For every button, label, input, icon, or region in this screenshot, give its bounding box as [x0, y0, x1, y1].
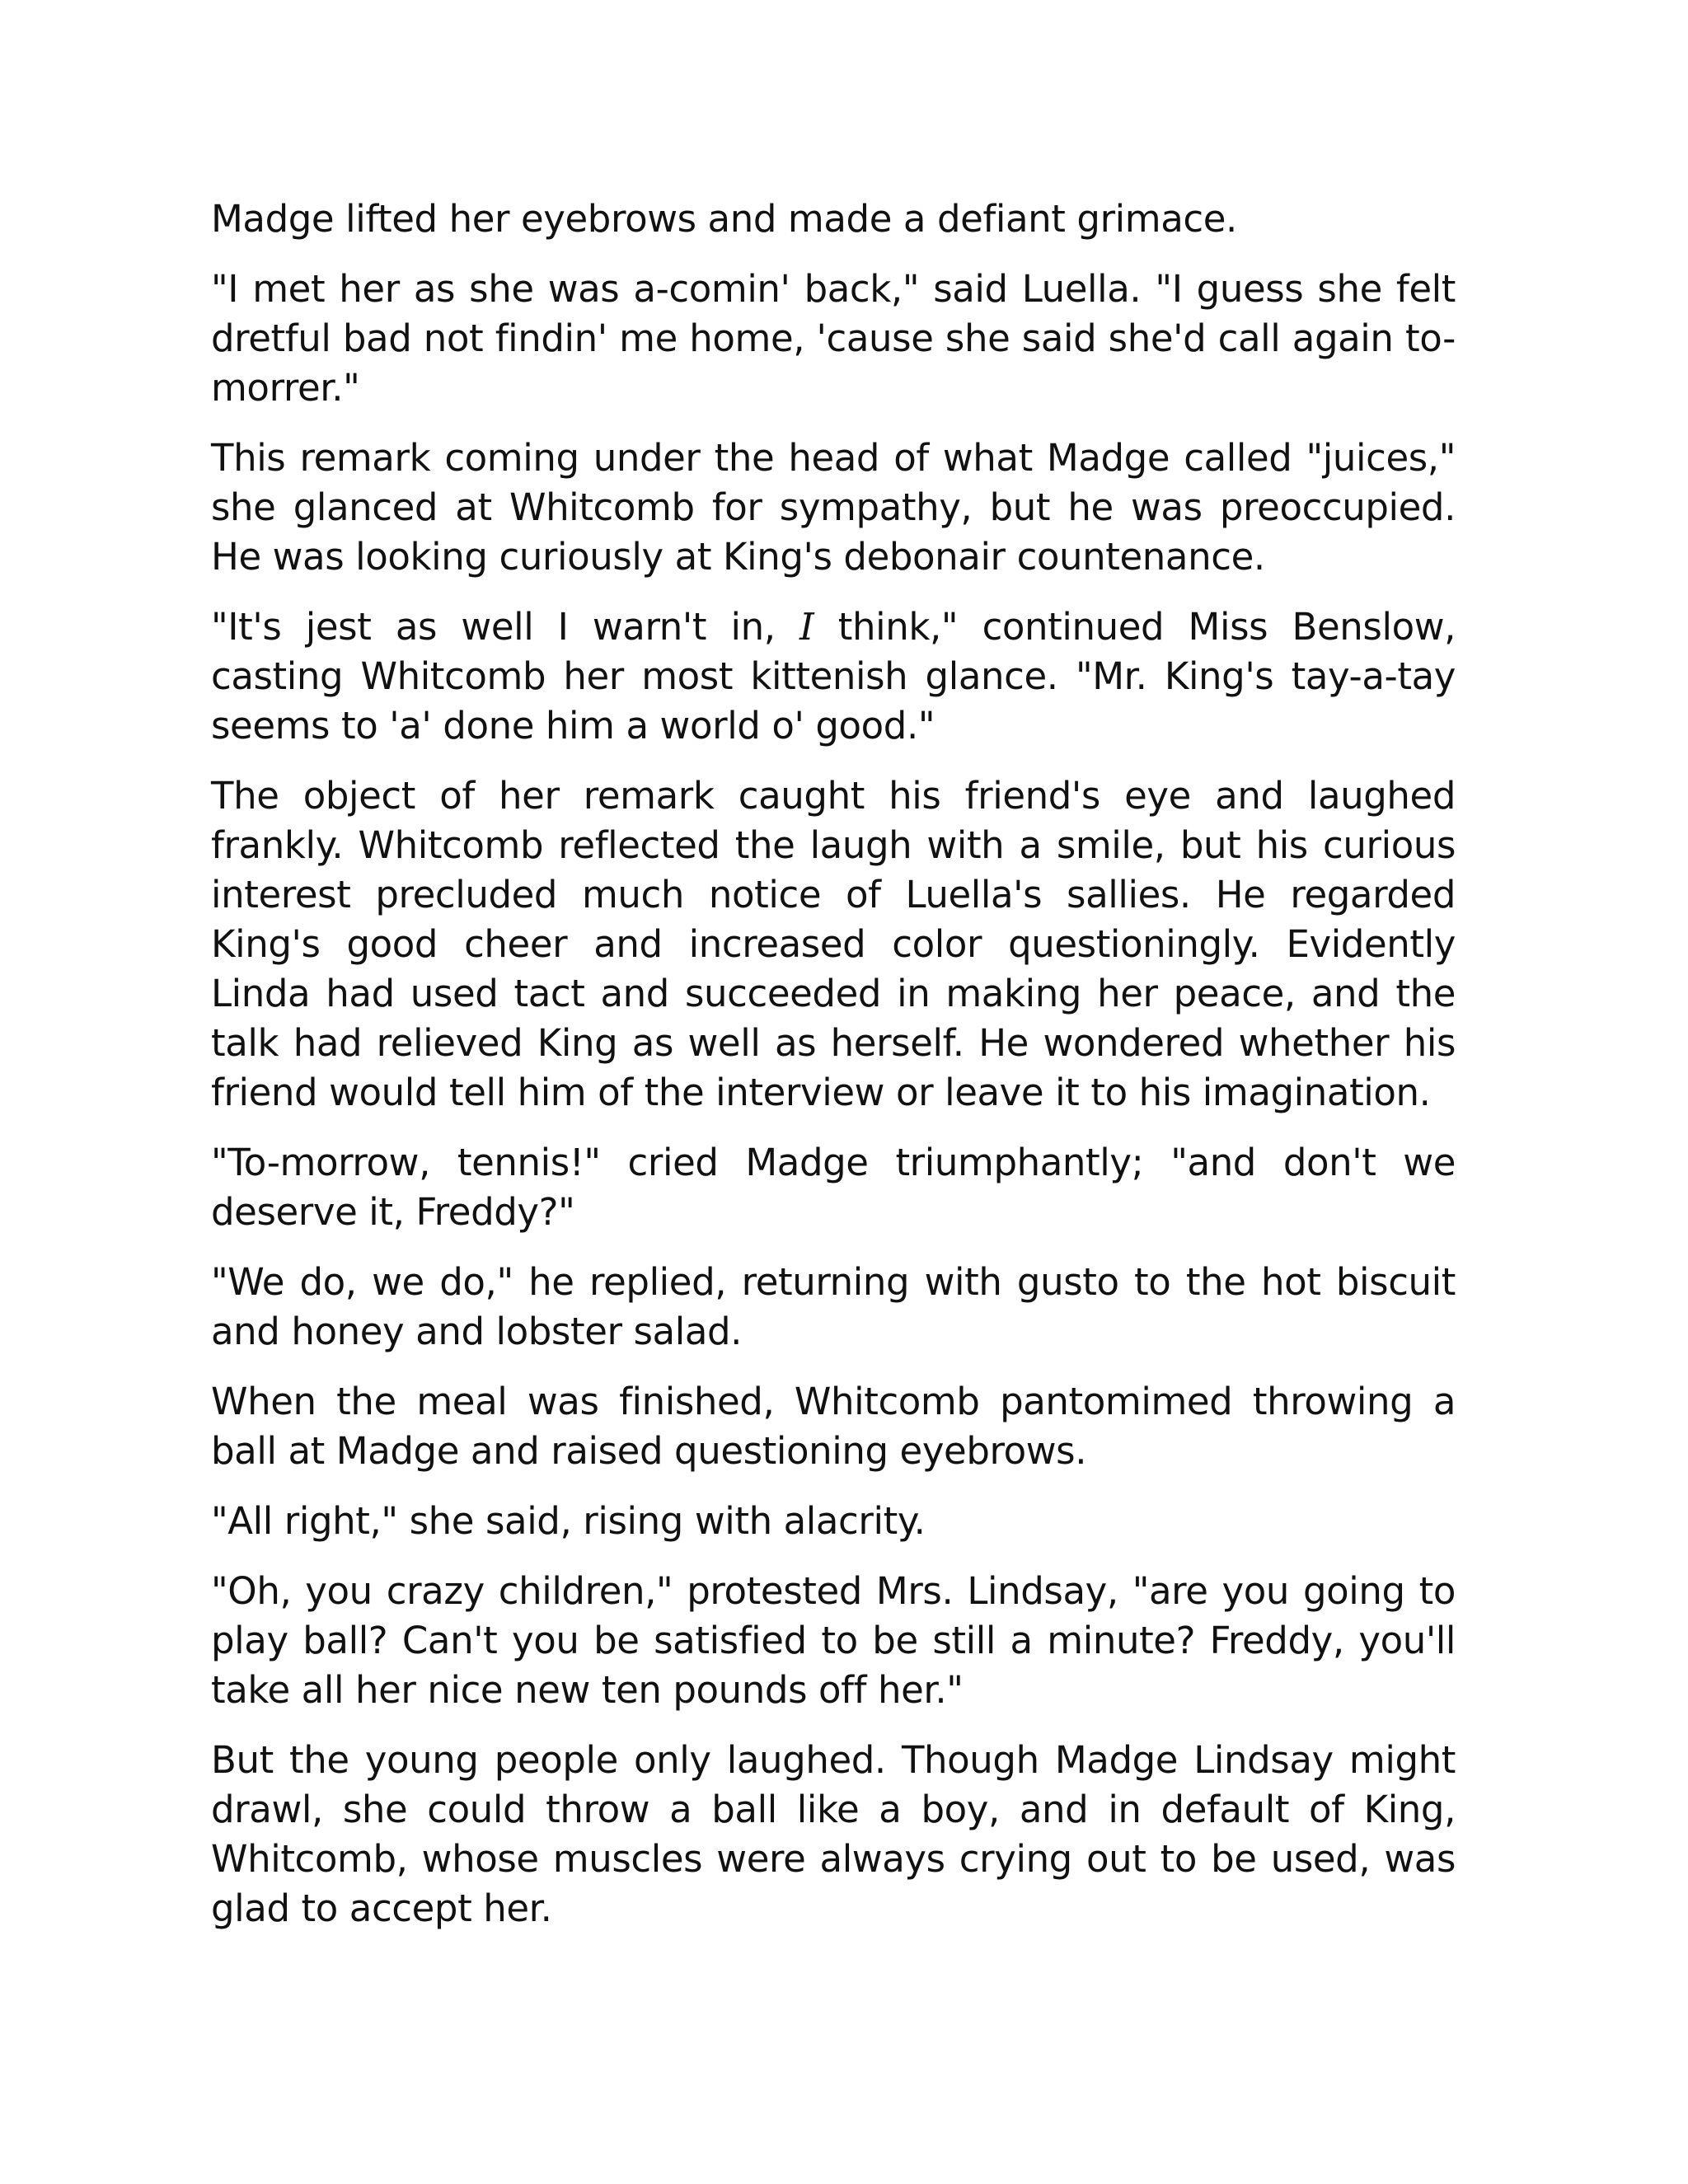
paragraph: "We do, we do," he replied, returning with gusto to the hot biscuit and honey and lobster salad.: [211, 1260, 1456, 1353]
paragraph: But the young people only laughed. Though Madge Lindsay might drawl, she could throw a ball like a boy, and in default of King, Whitcomb, whose muscles were always crying out to be used, was glad to accept her.: [211, 1738, 1456, 1930]
paragraph: When the meal was finished, Whitcomb pantomimed throwing a ball at Madge and raised questioning eyebrows.: [211, 1380, 1456, 1473]
paragraph: "All right," she said, rising with alacrity.: [211, 1499, 926, 1543]
paragraph: Madge lifted her eyebrows and made a defiant grimace.: [211, 197, 1237, 241]
book-page: [211, 194, 1456, 1954]
paragraph-text: "It's jest as well I warn't in,: [211, 605, 799, 649]
emphasized-word: I: [799, 605, 814, 649]
paragraph: This remark coming under the head of what Madge called "juices," she glanced at Whitcomb for sympathy, but he was preoccupied. He was looking curiously at King's debonair countenance.: [211, 436, 1456, 579]
paragraph: The object of her remark caught his friend's eye and laughed frankly. Whitcomb reflected the laugh with a smile, but his curious interest precluded much notice of Luella's sallies. He regarded King's good cheer and increased color questioningly. Evidently Linda had used tact and succeeded in making her peace, and the talk had relieved King as well as herself. He wondered whether his friend would tell him of the interview or leave it to his imagination.: [211, 774, 1456, 1114]
paragraph: "I met her as she was a-comin' back," said Luella. "I guess she felt dretful bad not findin' me home, 'cause she said she'd call again to-morrer.": [211, 267, 1456, 410]
paragraph: "To-morrow, tennis!" cried Madge triumphantly; "and don't we deserve it, Freddy?": [211, 1141, 1456, 1234]
paragraph-text: think," continued Miss Benslow, casting Whitcomb her most kittenish glance. "Mr. King's tay-a-tay seems to 'a' done him a world o' good.": [211, 605, 1456, 748]
paragraph: [211, 602, 1456, 751]
paragraph: "Oh, you crazy children," protested Mrs. Lindsay, "are you going to play ball? Can't you be satisfied to be still a minute? Freddy, you'll take all her nice new ten pounds off her.": [211, 1569, 1456, 1712]
